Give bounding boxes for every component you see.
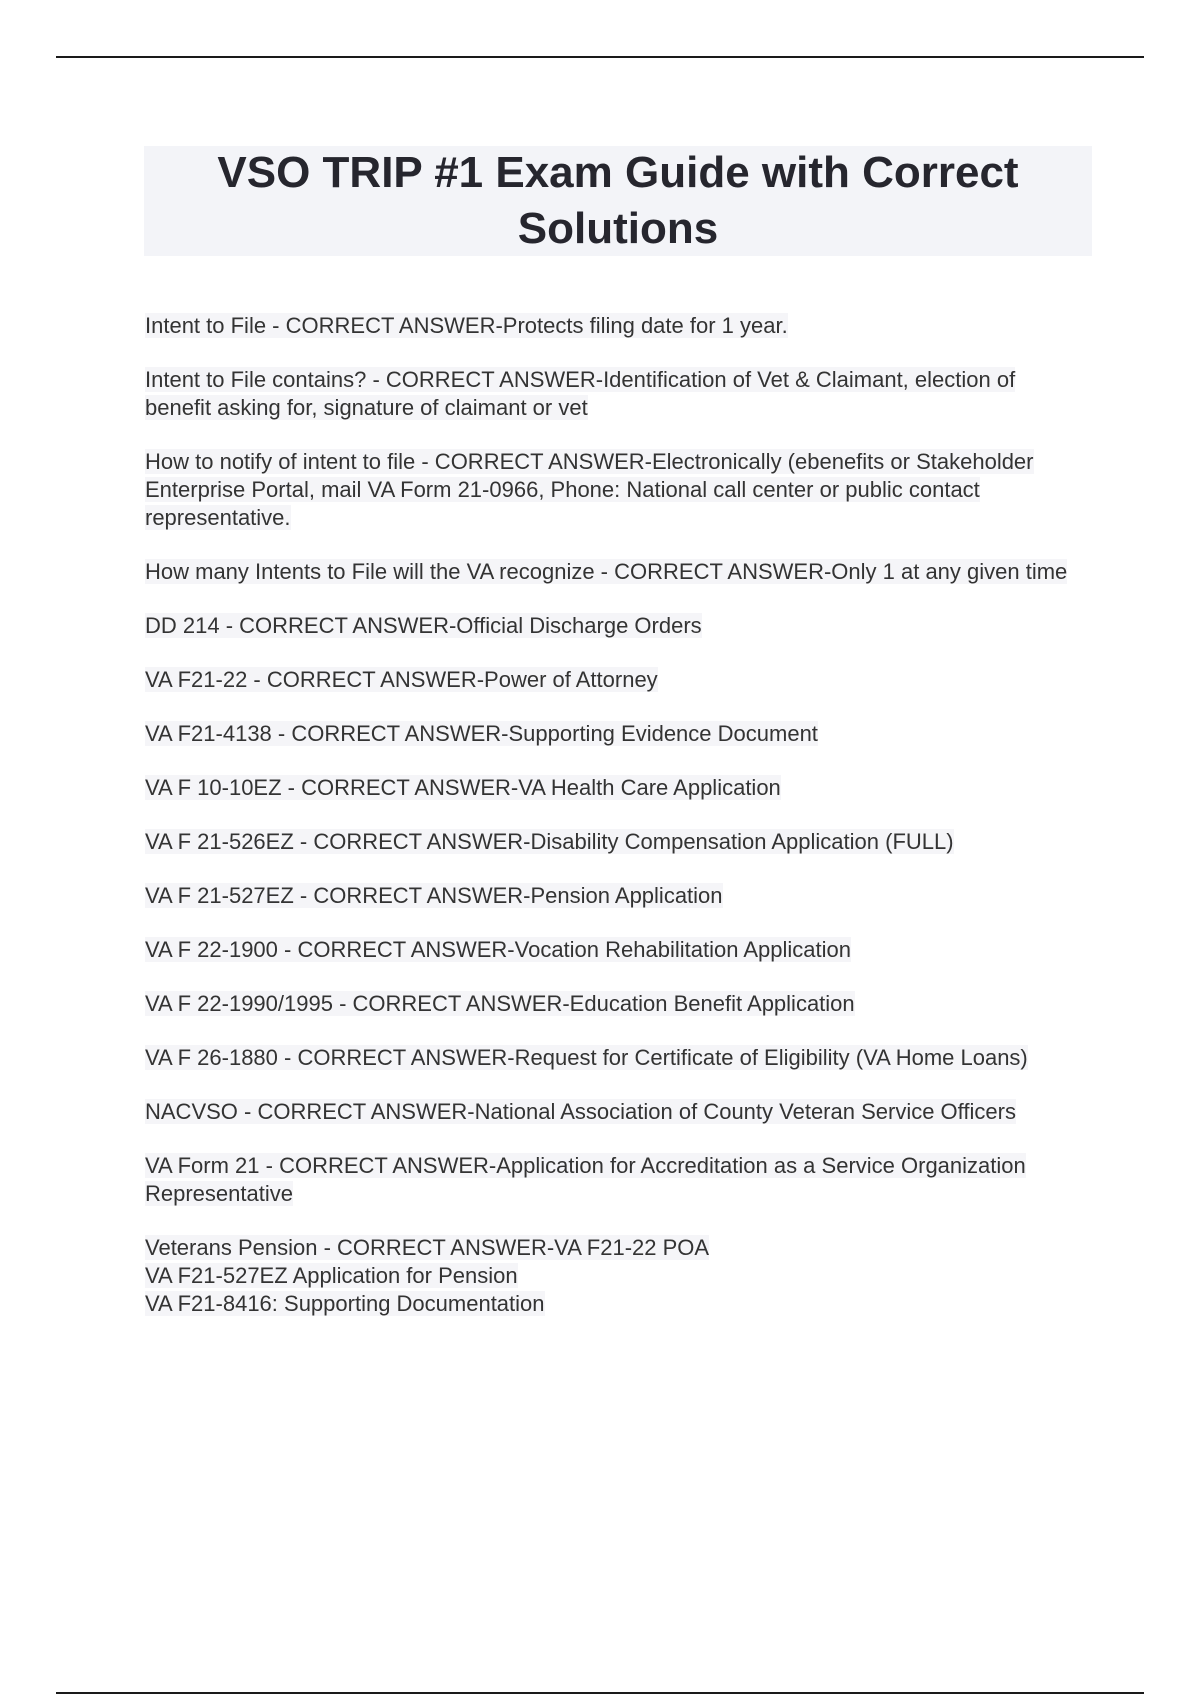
qa-item xyxy=(145,666,1085,694)
qa-line xyxy=(145,1290,1085,1318)
qa-text: Intent to File - CORRECT ANSWER-Protects filing date for 1 year. xyxy=(145,313,788,338)
qa-text: VA F 26-1880 - CORRECT ANSWER-Request for Certificate of Eligibility (VA Home Loans) xyxy=(145,1045,1028,1070)
qa-item xyxy=(145,558,1085,586)
qa-line xyxy=(145,1262,1085,1290)
qa-item xyxy=(145,612,1085,640)
qa-item xyxy=(145,1152,1085,1208)
qa-text: Intent to File contains? - CORRECT ANSWER-Identification of Vet & Claimant, election of benefit asking for, signature of claimant or vet xyxy=(145,367,1016,420)
qa-text: NACVSO - CORRECT ANSWER-National Association of County Veteran Service Officers xyxy=(145,1099,1016,1124)
qa-text: Veterans Pension - CORRECT ANSWER-VA F21-22 POA xyxy=(145,1235,710,1260)
qa-text: VA F 21-526EZ - CORRECT ANSWER-Disability Compensation Application (FULL) xyxy=(145,829,954,854)
qa-text: DD 214 - CORRECT ANSWER-Official Discharge Orders xyxy=(145,613,702,638)
qa-text: VA F 21-527EZ - CORRECT ANSWER-Pension Application xyxy=(145,883,723,908)
qa-text: VA F21-8416: Supporting Documentation xyxy=(145,1291,545,1316)
qa-item xyxy=(145,1098,1085,1126)
qa-text: VA F21-22 - CORRECT ANSWER-Power of Attorney xyxy=(145,667,658,692)
qa-item xyxy=(145,882,1085,910)
qa-text: VA F 10-10EZ - CORRECT ANSWER-VA Health Care Application xyxy=(145,775,781,800)
qa-text: VA Form 21 - CORRECT ANSWER-Application for Accreditation as a Service Organization Representative xyxy=(145,1153,1026,1206)
qa-item-veterans-pension xyxy=(145,1234,1085,1318)
qa-item xyxy=(145,774,1085,802)
qa-line xyxy=(145,1234,1085,1262)
header-rule xyxy=(56,56,1144,58)
qa-item xyxy=(145,720,1085,748)
qa-text: VA F 22-1990/1995 - CORRECT ANSWER-Education Benefit Application xyxy=(145,991,855,1016)
footer-rule xyxy=(56,1692,1144,1694)
qa-item xyxy=(145,366,1085,422)
qa-item xyxy=(145,828,1085,856)
qa-item xyxy=(145,936,1085,964)
page-title: VSO TRIP #1 Exam Guide with Correct Solutions xyxy=(217,148,1019,253)
qa-item xyxy=(145,990,1085,1018)
qa-text: VA F 22-1900 - CORRECT ANSWER-Vocation Rehabilitation Application xyxy=(145,937,851,962)
qa-text: How many Intents to File will the VA recognize - CORRECT ANSWER-Only 1 at any given time xyxy=(145,559,1068,584)
qa-item xyxy=(145,448,1085,532)
qa-text: VA F21-4138 - CORRECT ANSWER-Supporting Evidence Document xyxy=(145,721,818,746)
qa-list xyxy=(145,312,1085,1344)
qa-text: VA F21-527EZ Application for Pension xyxy=(145,1263,518,1288)
qa-item xyxy=(145,312,1085,340)
qa-item xyxy=(145,1044,1085,1072)
qa-text: How to notify of intent to file - CORRECT ANSWER-Electronically (ebenefits or Stakeholder Enterprise Portal, mail VA Form 21-0966, Phone: National call center or public contact representative. xyxy=(145,449,1034,530)
title-banner xyxy=(144,146,1092,256)
